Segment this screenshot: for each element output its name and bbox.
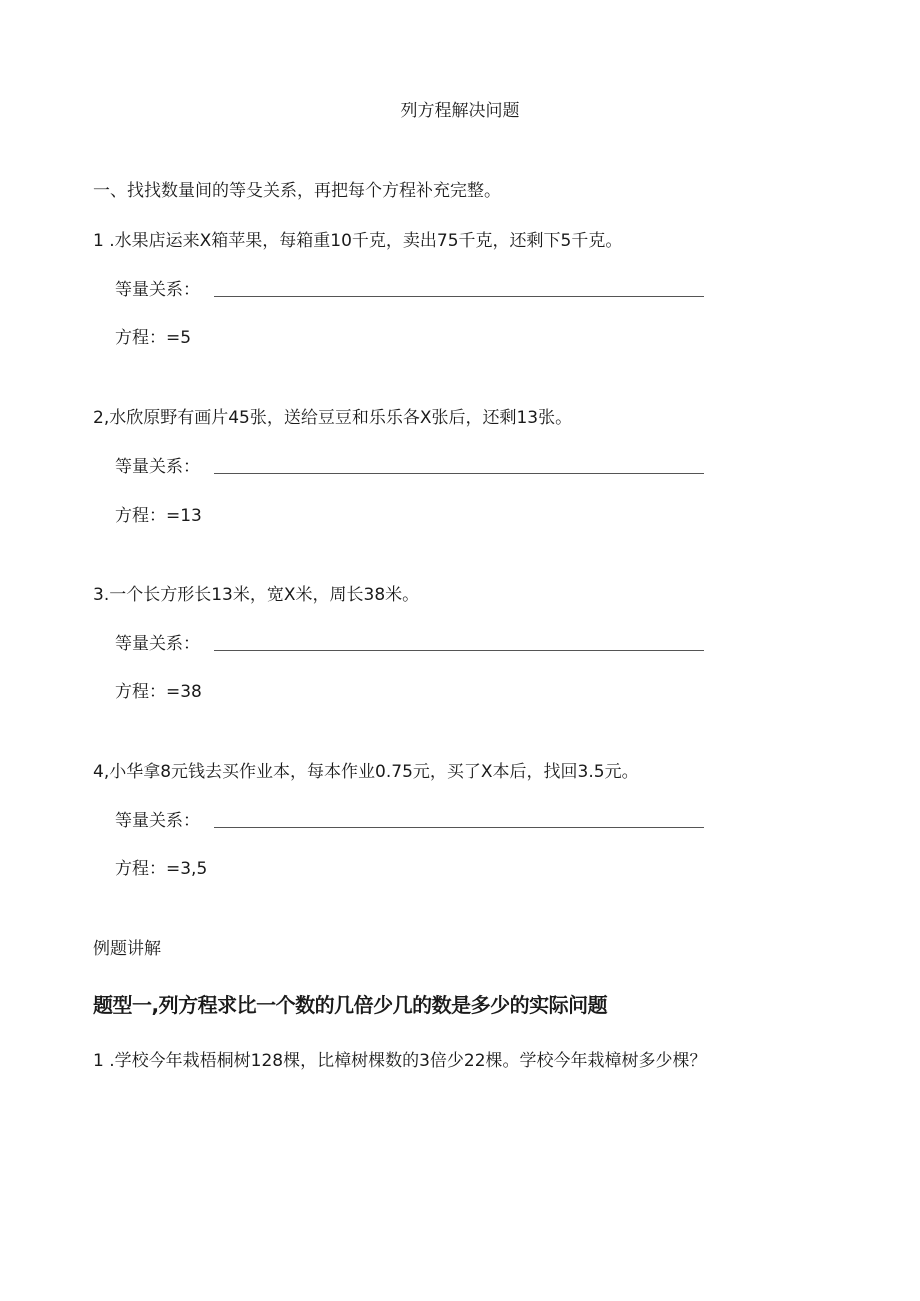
problem-2-relation-label: 等量关系： (115, 457, 200, 477)
question-type-heading: 题型一,列方程求比一个数的几倍少几的数是多少的实际问题 (93, 993, 608, 1017)
problem-1-answer-line[interactable] (214, 296, 704, 297)
problem-3-equation: 方程：=38 (115, 682, 202, 702)
problem-4-equation: 方程：=3,5 (115, 859, 208, 879)
problem-1-text: 1 .水果店运来X箱苹果，每箱重10千克，卖出75千克，还剩下5千克。 (93, 231, 623, 251)
problem-4-relation-label: 等量关系： (115, 811, 200, 831)
problem-1-equation: 方程：=5 (115, 328, 192, 348)
problem-3-relation-label: 等量关系： (115, 634, 200, 654)
problem-4-answer-line[interactable] (214, 827, 704, 828)
problem-2-text: 2,水欣原野有画片45张，送给豆豆和乐乐各X张后，还剩13张。 (93, 408, 573, 428)
problem-3-answer-line[interactable] (214, 650, 704, 651)
problem-1-relation-label: 等量关系： (115, 280, 200, 300)
example-problem-1: 1 .学校今年栽梧桐树128棵，比樟树棵数的3倍少22棵。学校今年栽樟树多少棵？ (93, 1051, 707, 1071)
problem-3-text: 3.一个长方形长13米，宽X米，周长38米。 (93, 585, 420, 605)
section-heading: 一、找找数量间的等殳关系，再把每个方程补充完整。 (93, 181, 501, 201)
page-title: 列方程解决问题 (400, 101, 520, 121)
examples-label: 例题讲解 (93, 939, 161, 959)
problem-2-equation: 方程：=13 (115, 506, 202, 526)
problem-2-answer-line[interactable] (214, 473, 704, 474)
problem-4-text: 4,小华拿8元钱去买作业本，每本作业0.75元，买了X本后，找回3.5元。 (93, 762, 639, 782)
